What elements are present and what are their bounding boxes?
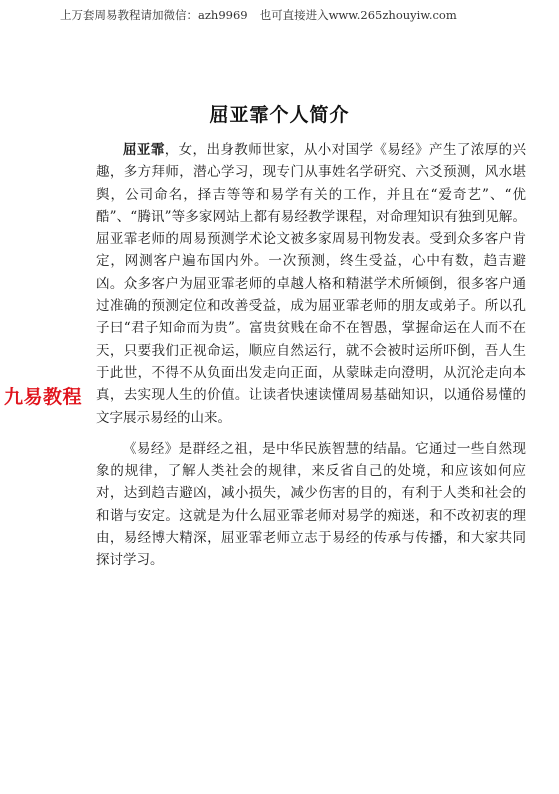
author-name: 屈亚霏 (123, 142, 165, 158)
header-note (60, 8, 540, 22)
paragraph-2: 《易经》是群经之祖，是中华民族智慧的结晶。它通过一些自然现象的规律，了解人类社会的规律，来反省自己的处境，和应该如何应对，达到趋吉避凶，减小损失，减少伤害的目的，有利于人类和社会的和谐与安定。这就是为什么屈亚霏老师对易学的痴迷，和不改初衷的理由，易经博大精深，屈亚霏老师立志于易经的传承与传播，和大家共同探讨学习。 (96, 440, 526, 569)
watermark-logo: 九易教程 (4, 386, 83, 408)
document-body (96, 139, 526, 572)
document-title: 屈亚霏个人简介 (209, 104, 350, 126)
paragraph-1-text: ，女，出身教师世家，从小对国学《易经》产生了浓厚的兴趣，多方拜师，潜心学习，现专门从事姓名学研究、六爻预测，风水堪舆，公司命名，择吉等等和易学有关的工作，并且在“爱奇艺”、“优酷”、“腾讯”等多家网站上都有易经教学课程，对命理知识有独到见解。屈亚霏老师的周易预测学术论文被多家周易刊物发表。受到众多客户肯定，网测客户遍布国内外。一次预测，终生受益，心中有数，趋吉避凶。众多客户为屈亚霏老师的卓越人格和精湛学术所倾倒，很多客户通过准确的预测定位和改善受益，成为屈亚霏老师的朋友或弟子。所以孔子曰“君子知命而为贵”。富贵贫贱在命不在智愚，掌握命运在人而不在天，只要我们正视命运，顺应自然运行，就不会被时运所吓倒，吾人生于此世，不得不从负面出发走向正面，从蒙昧走向澄明，从沉沦走向本真，去实现人生的价值。让读者快速读懂周易基础知识，以通俗易懂的文字展示易经的山来。 (96, 142, 527, 426)
paragraph-1 (96, 139, 526, 429)
header-note-website: 也可直接进入www.265zhouyiw.com (259, 8, 457, 22)
header-note-wechat: 上万套周易教程请加微信：azh9969 (60, 8, 248, 22)
